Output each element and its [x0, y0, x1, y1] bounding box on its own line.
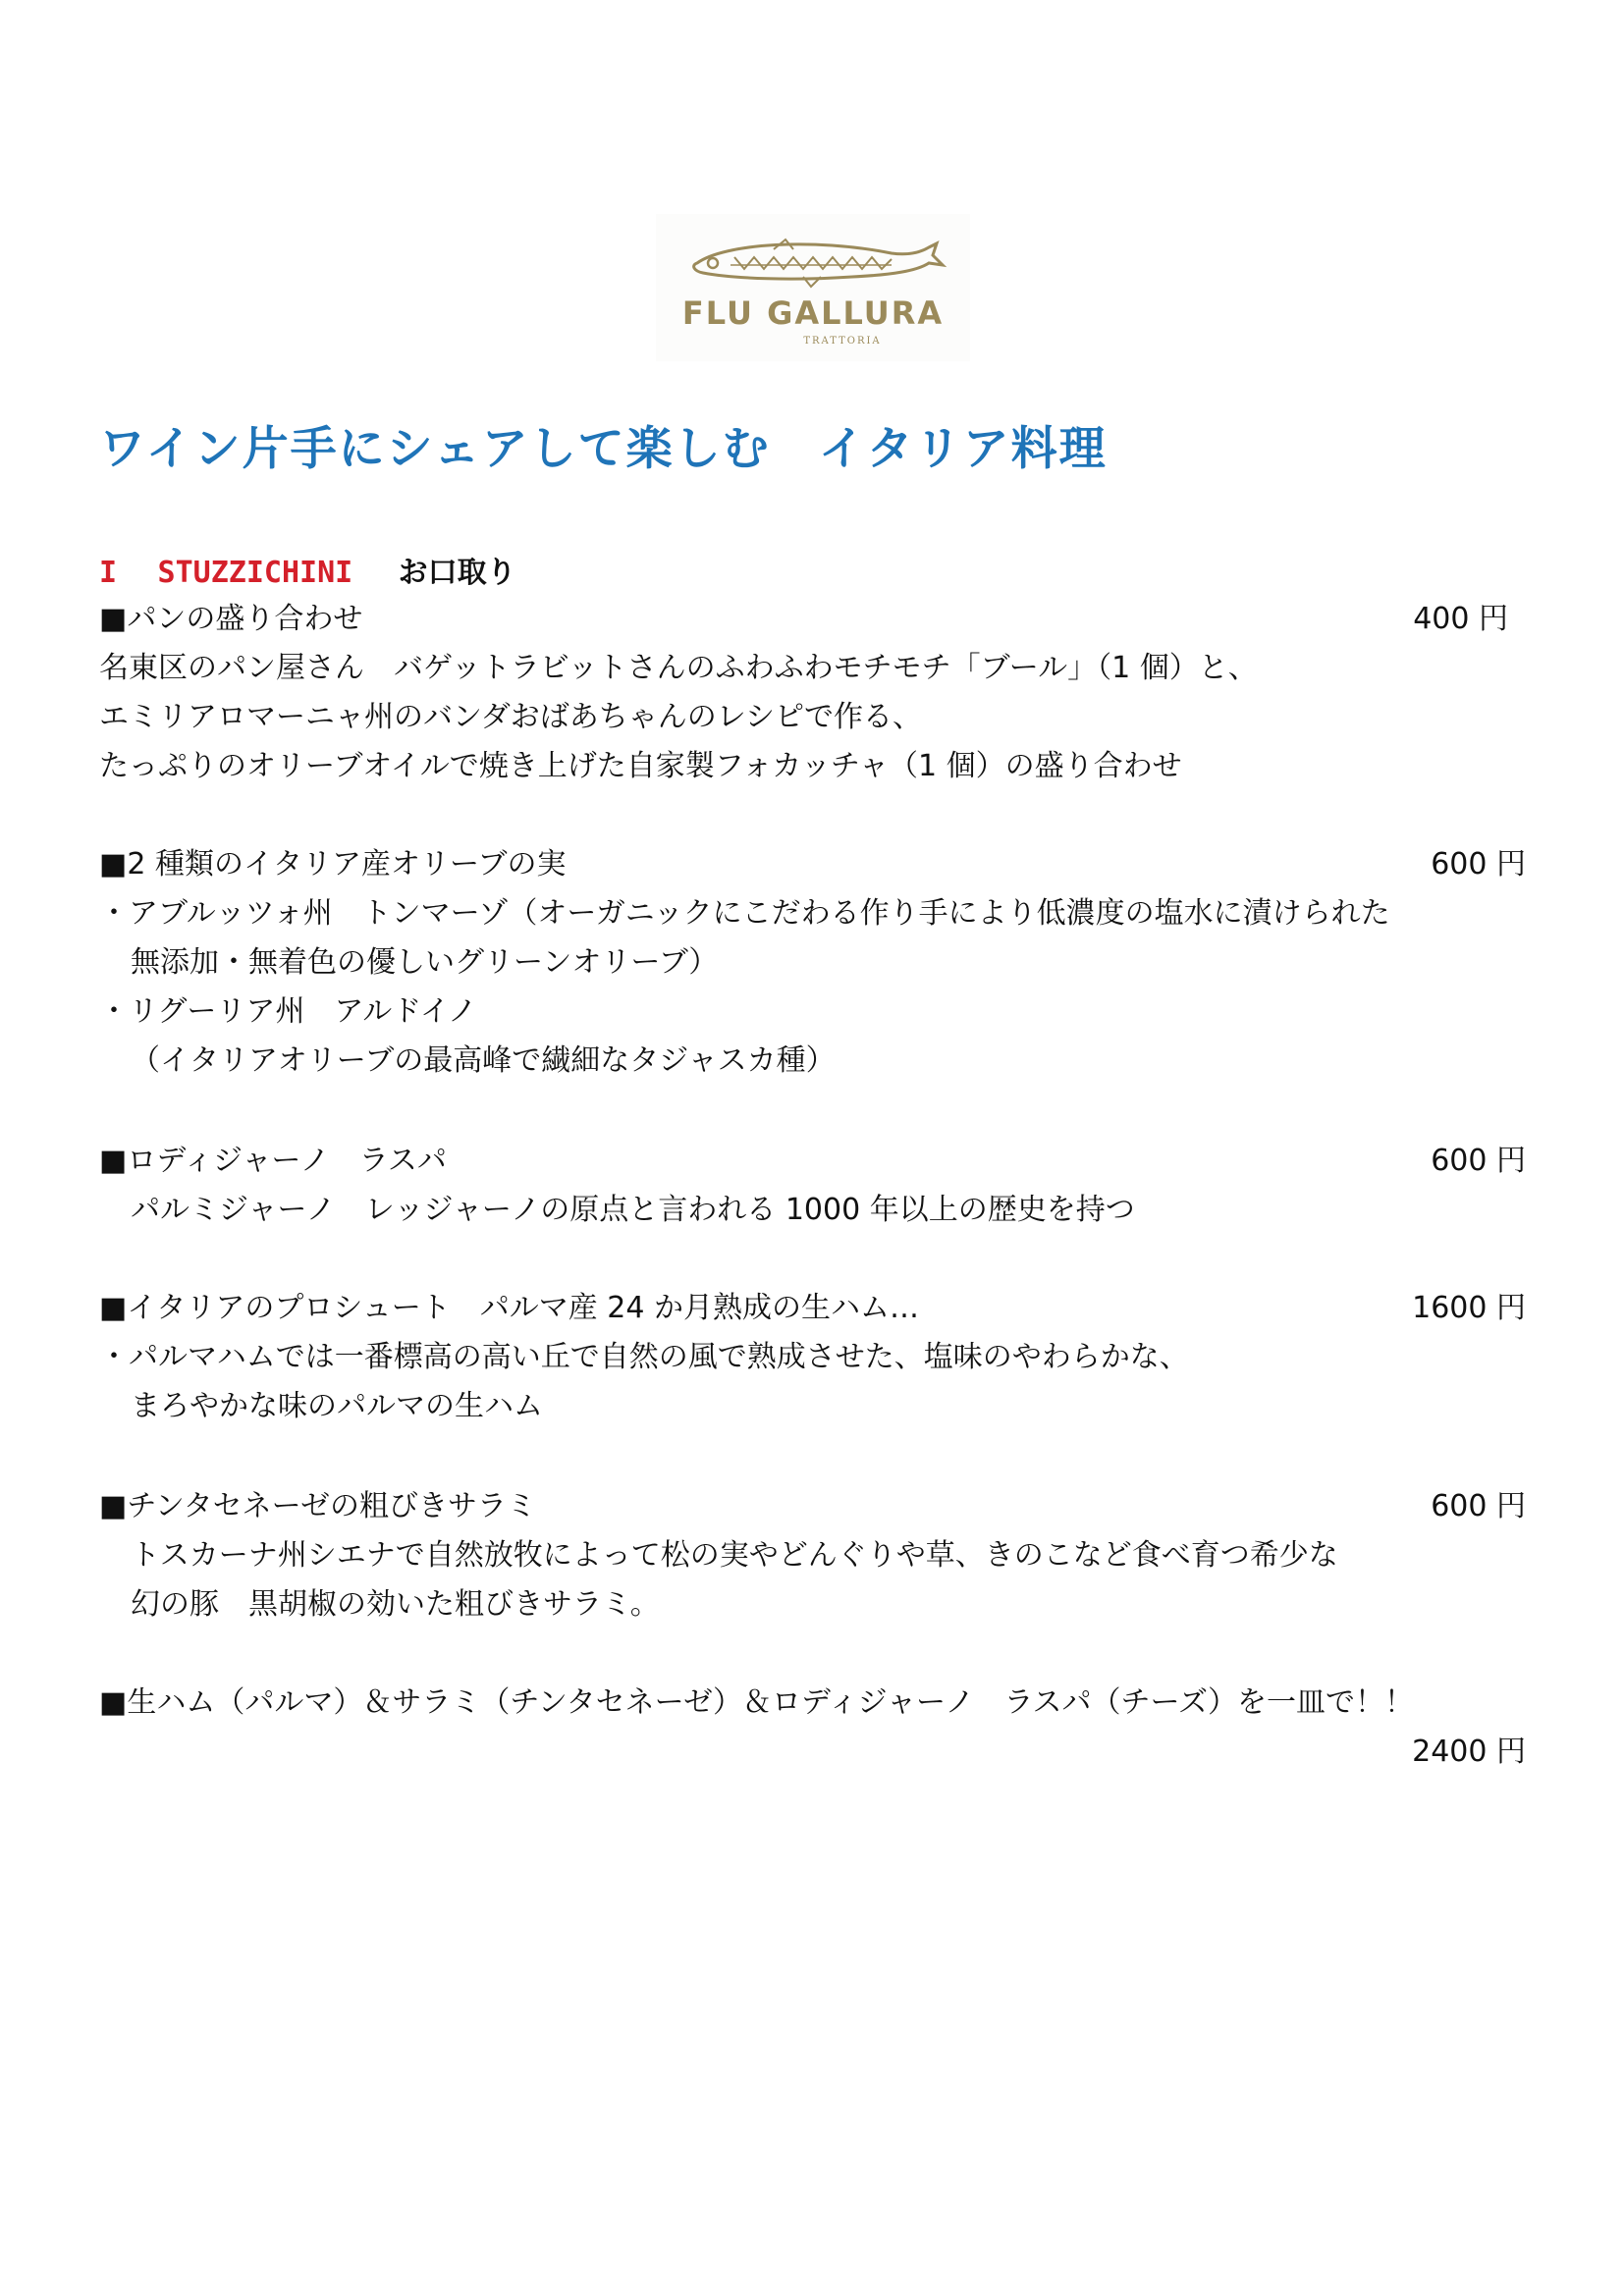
menu-item-price: 600 円: [1431, 1489, 1526, 1523]
section-name-japanese: お口取り: [398, 556, 516, 590]
menu-item-price: 2400 円: [1412, 1735, 1526, 1769]
menu-item-description: 名東区のパン屋さん バゲットラビットさんのふわふわモチモチ「ブール」（1 個）と、: [99, 651, 1258, 685]
menu-item-name: ■イタリアのプロシュート パルマ産 24 か月熟成の生ハム…: [99, 1291, 919, 1325]
menu-item-description: （イタリアオリーブの最高峰で繊細なタジャスカ種）: [131, 1043, 836, 1078]
menu-item-price: 600 円: [1431, 847, 1526, 881]
menu-item-name: ■2 種類のイタリア産オリーブの実: [99, 847, 567, 881]
menu-item-description: 幻の豚 黒胡椒の効いた粗びきサラミ。: [131, 1587, 660, 1622]
menu-item-description: たっぷりのオリーブオイルで焼き上げた自家製フォカッチャ（1 個）の盛り合わせ: [99, 749, 1182, 783]
menu-item-description: 無添加・無着色の優しいグリーンオリーブ）: [131, 945, 719, 980]
menu-item-description: エミリアロマーニャ州のバンダおばあちゃんのレシピで作る、: [99, 700, 923, 734]
menu-item-description: ・アブルッツォ州 トンマーゾ（オーガニックにこだわる作り手により低濃度の塩水に漬けられた: [99, 896, 1390, 931]
section-name-italian: STUZZICHINI: [157, 556, 353, 590]
menu-item-description: パルミジャーノ レッジャーノの原点と言われる 1000 年以上の歴史を持つ: [131, 1193, 1135, 1227]
menu-item-name: ■生ハム（パルマ）＆サラミ（チンタセネーゼ）＆ロディジャーノ ラスパ（チーズ）を一皿で！！: [99, 1685, 1415, 1720]
menu-item-description: まろやかな味のパルマの生ハム: [131, 1389, 543, 1423]
menu-item-name: ■パンの盛り合わせ: [99, 602, 363, 636]
menu-item-price: 400 円: [1413, 602, 1508, 636]
restaurant-logo: [656, 214, 970, 361]
logo-subtitle: TRATTORIA: [803, 336, 882, 347]
menu-item-price: 600 円: [1431, 1144, 1526, 1178]
logo-name: FLU GALLURA: [681, 294, 945, 332]
menu-item-name: ■ロディジャーノ ラスパ: [99, 1144, 447, 1178]
page-title: ワイン片手にシェアして楽しむ イタリア料理: [99, 422, 1108, 476]
menu-item-description: ・リグーリア州 アルドイノ: [99, 994, 477, 1029]
section-number: I: [99, 556, 119, 590]
section-heading: [99, 548, 516, 591]
menu-item-description: トスカーナ州シエナで自然放牧によって松の実やどんぐりや草、きのこなど食べ育つ希少な: [131, 1538, 1338, 1573]
menu-item-price: 1600 円: [1412, 1291, 1526, 1325]
menu-item-description: ・パルマハムでは一番標高の高い丘で自然の風で熟成させた、塩味のやわらかな、: [99, 1340, 1189, 1374]
menu-item-name: ■チンタセネーゼの粗びきサラミ: [99, 1489, 537, 1523]
